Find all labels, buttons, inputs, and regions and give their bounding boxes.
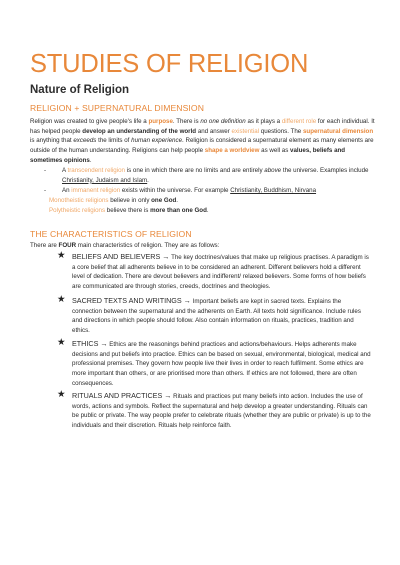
subtitle: Nature of Religion <box>30 84 130 96</box>
section-heading-supernatural: RELIGION + SUPERNATURAL DIMENSION <box>30 103 205 113</box>
four-intro: There are FOUR main characteristics of religion. They are as follows: <box>30 242 220 249</box>
intro-paragraph: Religion was created to give people's life a purpose. There is no one definition as it plays a different role for each individual. It has helped people develop an understanding of the world and answer existential questions. The supernatural dimension is anything that exceeds the limits of human experience. Religion is considered a supernatural element as many elements are outside of the human understanding. Religions can help people shape a worldview as well as values, beliefs and sometimes opinions. <box>30 118 375 164</box>
star-icon: ★ <box>57 389 66 400</box>
star-icon: ★ <box>57 250 66 261</box>
page-title: STUDIES OF RELIGION <box>30 50 309 78</box>
section-heading-characteristics: THE CHARACTERISTICS OF RELIGION <box>30 229 192 239</box>
dash-bullet: - <box>44 167 47 174</box>
monotheistic-line: Monotheistic religions believe in only one God. <box>49 197 178 204</box>
characteristic-item-rituals: ★ RITUALS AND PRACTICES → Rituals and practices put many beliefs into action. Includes the use of words, actions and symbols. Reflect the supernatural and help develop a greater understanding. Rituals can be public or private. The way people prefer to celebrate rituals (whether they are public or private) is up to the individuals and their discretion. Rituals help reinforce faith. <box>57 389 371 430</box>
characteristic-item-sacred-texts: ★ SACRED TEXTS AND WRITINGS → Important beliefs are kept in sacred texts. Explains the connection between the supernatural and the adherents on Earth. All texts hold significance. Include rules and directions in which people should follow. Also contain information on rituals, practices, tradition and ethics. <box>57 294 361 335</box>
characteristic-item-ethics: ★ ETHICS → Ethics are the reasonings behind practices and actions/behaviours. Helps adherents make decisions and put beliefs into practice. Ethics can be based on sexual, environmental, biological, medical and professional premises. They govern how people live their lives in order to reach fulfilment. Some ethics are more important than others, or are prioritised more than others. If ethics are not followed, there are often consequences. <box>57 337 371 387</box>
transcendent-item: - A transcendent religion is one in which there are no limits and are entirely above the universe. Examples include Christianity, Judaism and Islam. <box>44 167 369 184</box>
star-icon: ★ <box>57 337 66 348</box>
immanent-item: - An immanent religion exists within the universe. For example Christianity, Buddhism, Nirvana <box>44 187 317 194</box>
dash-bullet: - <box>44 187 47 194</box>
polytheistic-line: Polytheistic religions believe there is more than one God. <box>49 207 209 214</box>
characteristic-item-beliefs: ★ BELIEFS AND BELIEVERS → The key doctrines/values that make up religious practises. A paradigm is a core belief that all adherents believe in to be considered an adherent. Different believers hold a different level of dedication. There are devout believers and indifferent/ relaxed believers. Some forms of how beliefs are communicated are through stories, creeds, doctrines and theologies. <box>57 250 369 291</box>
star-icon: ★ <box>57 294 66 305</box>
